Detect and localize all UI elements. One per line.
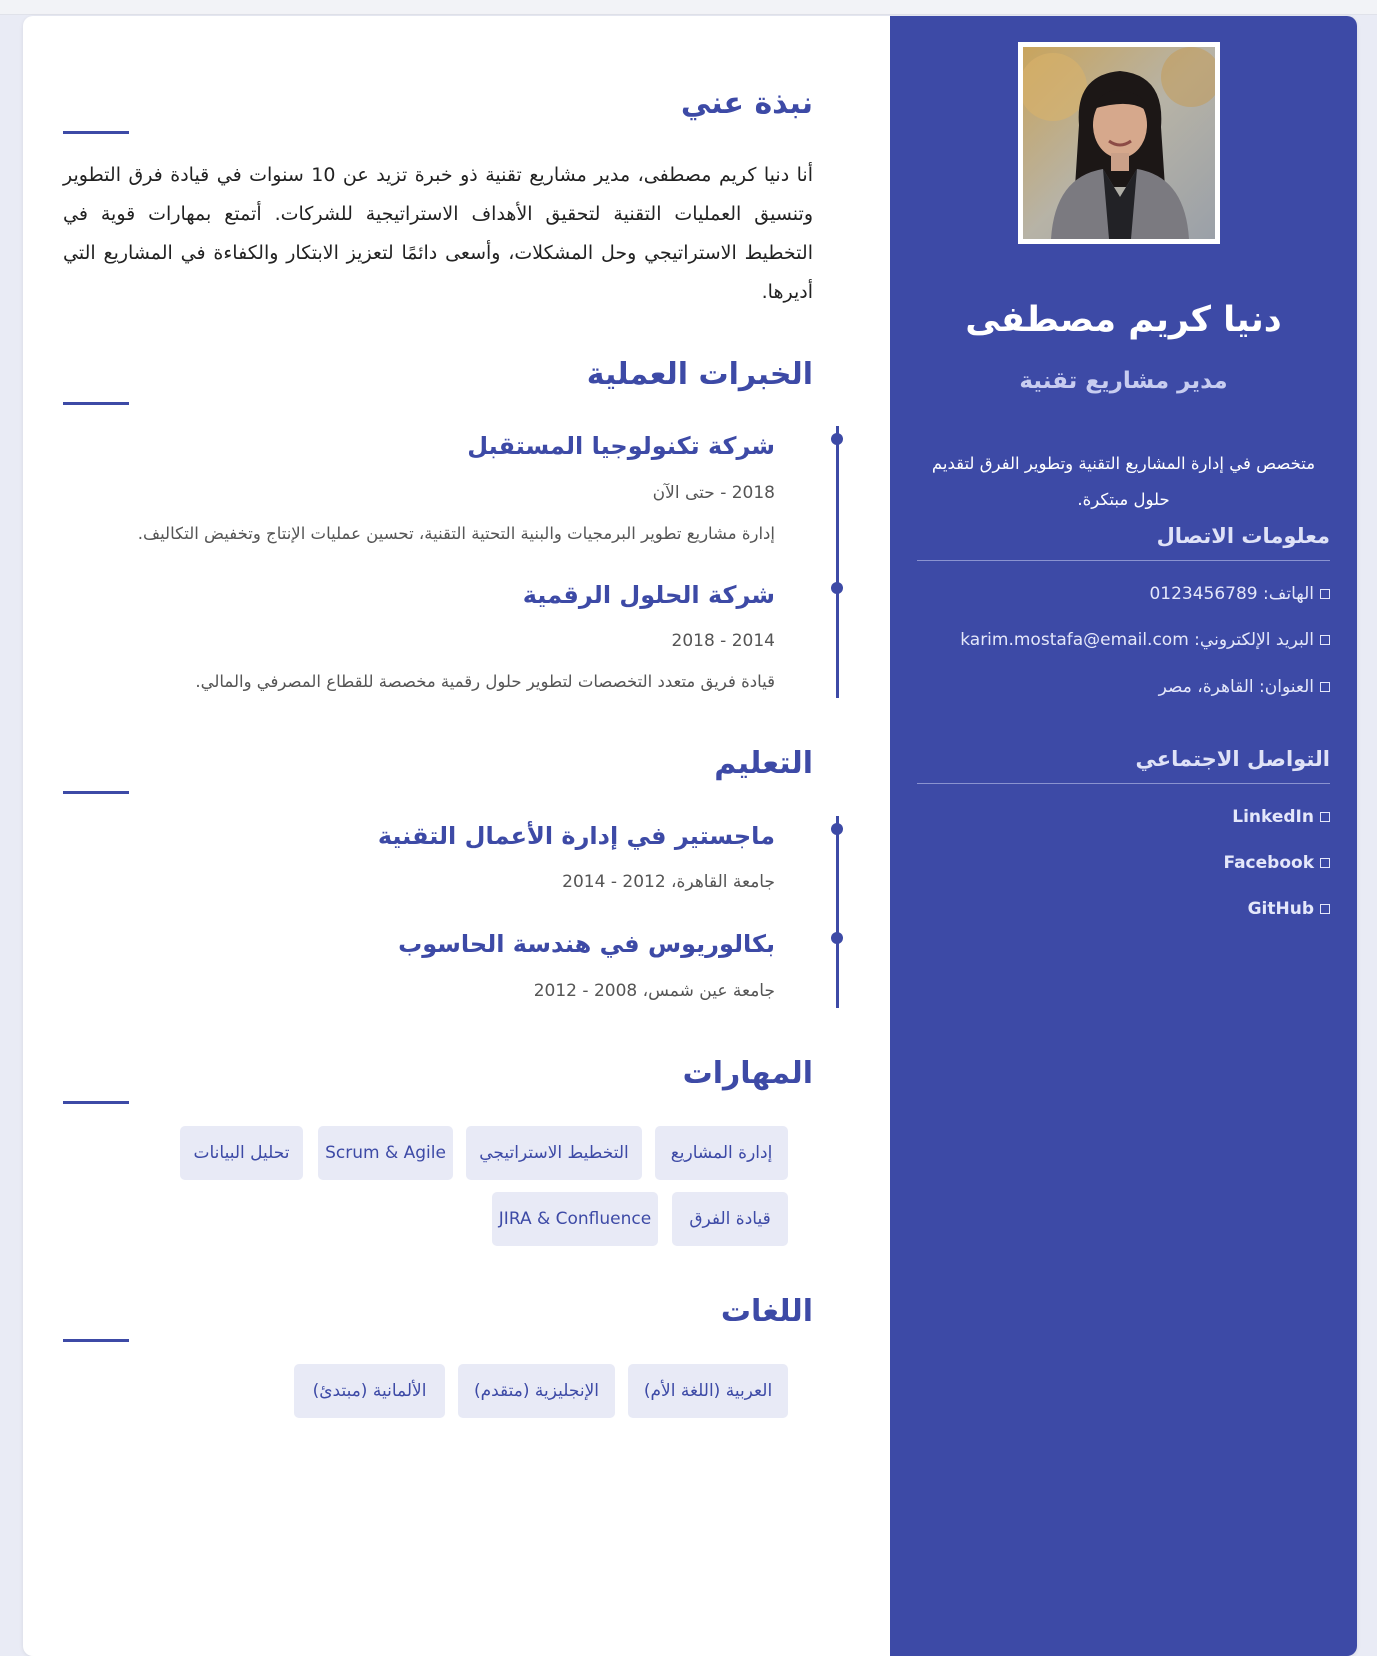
square-bullet-icon	[1320, 812, 1330, 822]
experience-description: إدارة مشاريع تطوير البرمجيات والبنية التحتية التقنية، تحسين عمليات الإنتاج وتخفيض التكاليف.	[137, 524, 775, 543]
social-link-label[interactable]: Facebook	[1223, 853, 1314, 873]
square-bullet-icon	[1320, 904, 1330, 914]
experience-title-underline	[63, 402, 129, 405]
experience-company: شركة تكنولوجيا المستقبل	[467, 432, 775, 460]
education-title-underline	[63, 791, 129, 794]
education-title: التعليم	[714, 746, 813, 781]
education-detail: جامعة عين شمس، 2008 - 2012	[533, 981, 775, 1001]
experience-company: شركة الحلول الرقمية	[522, 581, 775, 609]
square-bullet-icon	[1320, 589, 1330, 599]
sidebar	[890, 16, 1357, 1656]
social-link-label[interactable]: GitHub	[1247, 899, 1314, 919]
social-link-label[interactable]: LinkedIn	[1232, 807, 1314, 827]
square-bullet-icon	[1320, 635, 1330, 645]
languages-title: اللغات	[720, 1294, 813, 1329]
education-timeline	[836, 816, 839, 1008]
skill-chip: إدارة المشاريع	[655, 1126, 788, 1180]
education-degree: ماجستير في إدارة الأعمال التقنية	[377, 822, 775, 850]
skill-chip: Scrum & Agile	[318, 1126, 453, 1180]
social-link-facebook[interactable]	[917, 853, 1330, 873]
main-content	[23, 16, 890, 1656]
profile-photo	[1018, 42, 1220, 244]
about-text: أنا دنيا كريم مصطفى، مدير مشاريع تقنية ذو خبرة تزيد عن 10 سنوات في قيادة فرق التطوير وتنسيق العمليات التقنية لتحقيق الأهداف الاستراتيجية للشركات. أتمتع بمهارات قوية في التخطيط الاستراتيجي وحل المشكلات، وأسعى دائمًا لتعزيز الابتكار والكفاءة في المشاريع التي أديرها.	[63, 164, 813, 303]
experience-description: قيادة فريق متعدد التخصصات لتطوير حلول رقمية مخصصة للقطاع المصرفي والمالي.	[195, 672, 775, 691]
contact-email-text: البريد الإلكتروني: karim.mostafa@email.com	[960, 630, 1314, 650]
skill-chip: تحليل البيانات	[180, 1126, 303, 1180]
profile-tagline: متخصص في إدارة المشاريع التقنية وتطوير الفرق لتقديم حلول مبتكرة.	[931, 454, 1316, 509]
browser-top-strip	[0, 0, 1377, 15]
timeline-dot	[831, 582, 843, 594]
skill-chip: قيادة الفرق	[672, 1192, 788, 1246]
contact-heading: معلومات الاتصال	[917, 524, 1330, 561]
profile-photo-image	[1023, 47, 1215, 239]
contact-address-text: العنوان: القاهرة، مصر	[1158, 677, 1314, 697]
experience-period: 2018 - حتى الآن	[652, 483, 775, 503]
skill-chip: التخطيط الاستراتيجي	[466, 1126, 642, 1180]
experience-period: 2014 - 2018	[671, 631, 775, 651]
education-detail: جامعة القاهرة، 2012 - 2014	[562, 872, 775, 892]
contact-address	[917, 677, 1330, 697]
experience-timeline	[836, 426, 839, 698]
social-link-linkedin[interactable]	[917, 807, 1330, 827]
languages-title-underline	[63, 1339, 129, 1342]
timeline-dot	[831, 932, 843, 944]
about-title-underline	[63, 131, 129, 134]
profile-role: مدير مشاريع تقنية	[1019, 368, 1228, 394]
social-heading: التواصل الاجتماعي	[917, 747, 1330, 784]
social-link-github[interactable]	[917, 899, 1330, 919]
square-bullet-icon	[1320, 858, 1330, 868]
resume-card	[23, 16, 1357, 1656]
language-chip: الإنجليزية (متقدم)	[458, 1364, 615, 1418]
education-degree: بكالوريوس في هندسة الحاسوب	[398, 930, 775, 958]
contact-email	[917, 630, 1330, 650]
square-bullet-icon	[1320, 682, 1330, 692]
timeline-dot	[831, 823, 843, 835]
about-title: نبذة عني	[680, 86, 813, 121]
profile-name: دنيا كريم مصطفى	[965, 300, 1282, 340]
skill-chip: JIRA & Confluence	[492, 1192, 658, 1246]
timeline-dot	[831, 433, 843, 445]
skills-title: المهارات	[682, 1056, 813, 1091]
experience-title: الخبرات العملية	[586, 357, 813, 392]
language-chip: الألمانية (مبتدئ)	[294, 1364, 445, 1418]
contact-phone	[917, 584, 1330, 604]
contact-phone-text: الهاتف: 0123456789	[1149, 584, 1314, 604]
language-chip: العربية (اللغة الأم)	[628, 1364, 788, 1418]
skills-title-underline	[63, 1101, 129, 1104]
